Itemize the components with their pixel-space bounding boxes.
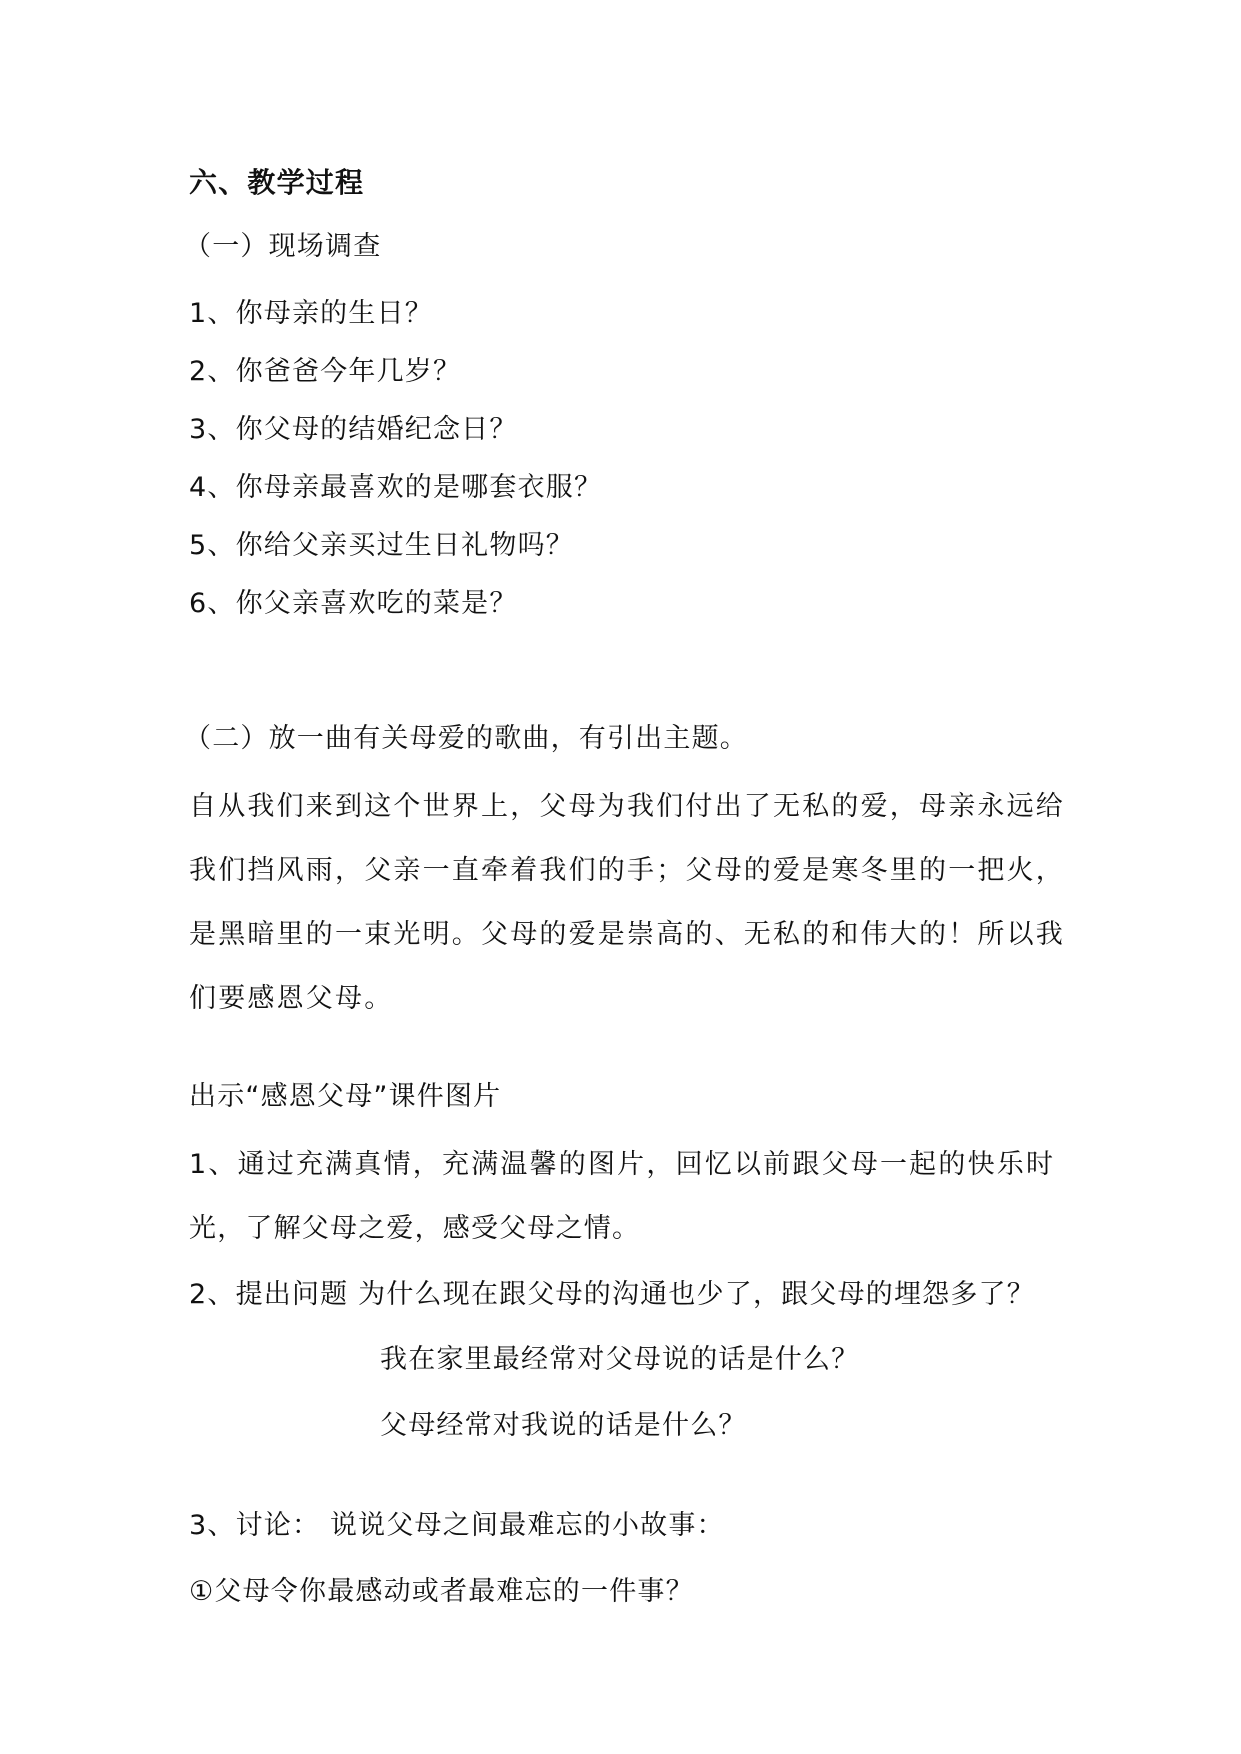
- part2-title: （二）放一曲有关母爱的歌曲，有引出主题。: [184, 723, 748, 754]
- item2-subquestion: 父母经常对我说的话是什么？: [380, 1410, 747, 1441]
- question-item: 2、你爸爸今年几岁？: [189, 356, 462, 387]
- item2-subquestion: 我在家里最经常对父母说的话是什么？: [380, 1344, 860, 1375]
- item1-line: 1、通过充满真情，充满温馨的图片，回忆以前跟父母一起的快乐时: [189, 1149, 1056, 1180]
- item3-subquestion: ①父母令你最感动或者最难忘的一件事？: [189, 1576, 694, 1607]
- question-item: 6、你父亲喜欢吃的菜是？: [189, 588, 518, 619]
- item2-line: 2、提出问题 为什么现在跟父母的沟通也少了，跟父母的埋怨多了？: [189, 1279, 1035, 1310]
- question-item: 5、你给父亲买过生日礼物吗？: [189, 530, 574, 561]
- part3-title: 出示“感恩父母”课件图片: [189, 1081, 502, 1112]
- section-title: 六、教学过程: [189, 166, 365, 199]
- item3-line: 3、讨论： 说说父母之间最难忘的小故事：: [189, 1510, 725, 1541]
- paragraph-line: 自从我们来到这个世界上，父母为我们付出了无私的爱，母亲永远给: [189, 791, 1065, 822]
- question-item: 1、你母亲的生日？: [189, 298, 433, 329]
- question-item: 3、你父母的结婚纪念日？: [189, 414, 518, 445]
- question-item: 4、你母亲最喜欢的是哪套衣服？: [189, 472, 603, 503]
- paragraph-line: 是黑暗里的一束光明。父母的爱是崇高的、无私的和伟大的！所以我: [189, 919, 1065, 950]
- part1-title: （一）现场调查: [184, 231, 382, 262]
- paragraph-line: 我们挡风雨，父亲一直牵着我们的手；父母的爱是寒冬里的一把火，: [189, 855, 1065, 886]
- paragraph-line: 们要感恩父母。: [189, 983, 394, 1014]
- item1-line: 光，了解父母之爱，感受父母之情。: [189, 1213, 641, 1244]
